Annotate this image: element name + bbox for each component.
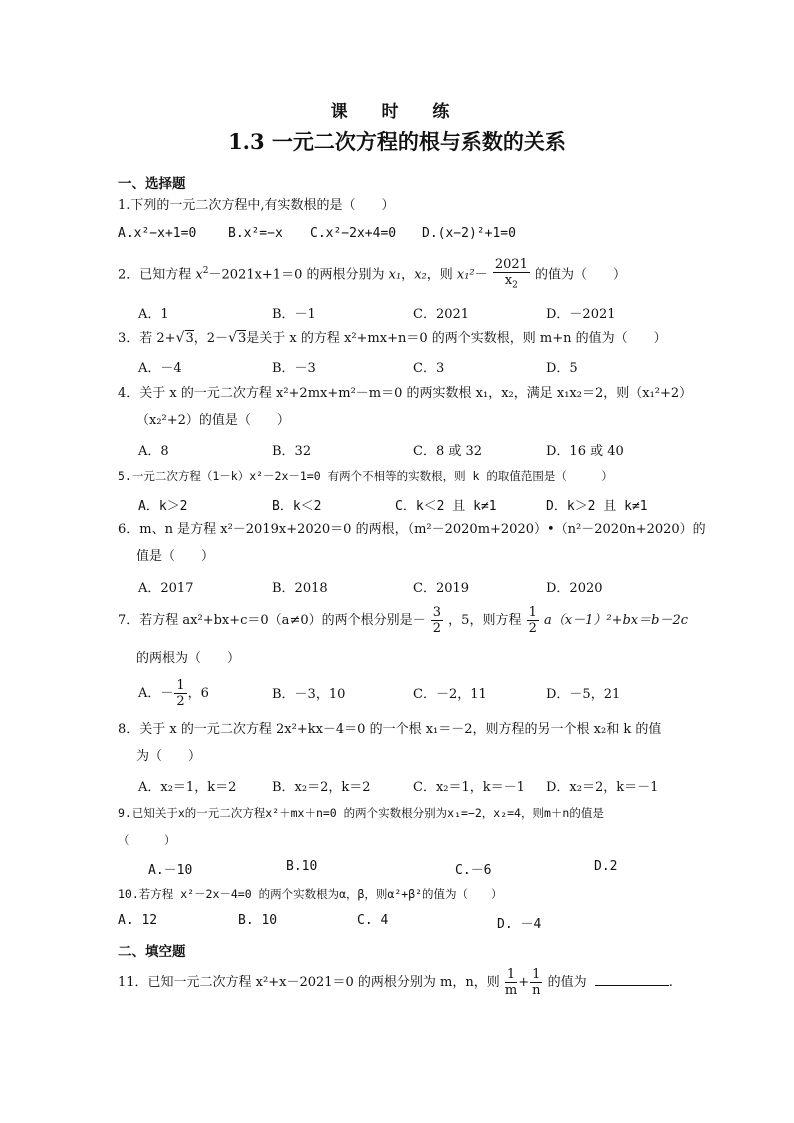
q2-prefix: 2．已知方程 xyxy=(118,267,192,283)
q6-option-c: C．2019 xyxy=(413,581,470,596)
question-11 xyxy=(118,967,673,999)
q6-option-b: B．2018 xyxy=(272,581,328,596)
q6-option-a: A．2017 xyxy=(138,581,194,596)
q9-option-d: D.2 xyxy=(594,859,618,874)
question-9-line-1: 9.已知关于x的一元二次方程x²＋mx＋n=0 的两个实数根分别为x₁=−2，x₂=4，则m＋n的值是 xyxy=(118,806,604,820)
q3-option-d: D．5 xyxy=(546,361,578,376)
q8-option-d: D．x₂＝2，k＝－1 xyxy=(546,780,659,795)
q2-x1sq: x₁² xyxy=(456,267,475,283)
q2-var-x: x xyxy=(195,267,203,283)
q1-option-a: A.x²−x+1=0 xyxy=(118,226,197,241)
q10-option-c: C. 4 xyxy=(357,913,389,928)
q3-option-a: A．－4 xyxy=(138,361,182,376)
q4-option-b: B．32 xyxy=(272,444,312,459)
question-10: 10.若方程 x²－2x－4=0 的两个实数根为α，β，则α²+β²的值为（ ） xyxy=(118,887,503,901)
q5-option-b: B．k＜2 xyxy=(272,499,322,514)
q3-mid: ，2－ xyxy=(193,331,229,346)
q11-end: . xyxy=(668,975,673,990)
q3-option-c: C．3 xyxy=(413,361,445,376)
q6-option-d: D．2020 xyxy=(546,581,603,596)
q7-option-d: D．－5，21 xyxy=(546,687,621,702)
q9-option-a: A.－10 xyxy=(148,863,193,878)
question-4-line-1: 4．关于 x 的一元二次方程 x²+2mx+m²－m＝0 的两实数根 x₁，x₂，满足 x₁x₂＝2，则（x₁²+2） xyxy=(118,386,693,401)
q2-suffix: 的值为（ ） xyxy=(535,267,627,283)
q11-answer-blank[interactable] xyxy=(595,973,669,986)
section-choice: 一、选择题 xyxy=(118,176,186,192)
question-1: 1.下列的一元二次方程中,有实数根的是（ ） xyxy=(118,198,395,213)
q11-fraction-1-n: $\frac{1}{n}$ xyxy=(532,967,541,998)
q8-option-c: C．x₂＝1，k＝－1 xyxy=(413,780,525,795)
q5-option-a: A．k＞2 xyxy=(138,499,188,514)
q7-option-b: B．－3，10 xyxy=(272,687,346,702)
q3-radicand-2: 3 xyxy=(237,331,247,346)
q8-option-a: A．x₂＝1，k＝2 xyxy=(138,780,237,795)
q3-suffix: 是关于 x 的方程 x²+mx+n＝0 的两个实数根，则 m+n 的值为（ ） xyxy=(246,331,667,346)
q7-option-a-fraction: $\frac{1}{2}$ xyxy=(176,678,185,709)
q8-option-b: B．x₂＝2，k＝2 xyxy=(272,780,371,795)
question-8-line-2: 为（ ） xyxy=(136,749,202,764)
q2-option-c: C．2021 xyxy=(413,307,470,322)
page-title: 课 时 练 xyxy=(330,102,464,122)
q11-fraction-1-m: $\frac{1}{m}$ xyxy=(504,967,518,998)
question-7-line-2: 的两根为（ ） xyxy=(136,651,241,666)
q2-option-b: B．－1 xyxy=(272,307,316,322)
question-2 xyxy=(118,253,626,293)
q3-prefix: 3．若 2+ xyxy=(118,331,176,346)
q11-suffix: 的值为 xyxy=(547,975,587,990)
q1-option-d: D.(x−2)²+1=0 xyxy=(422,226,516,241)
sqrt-icon: √ xyxy=(175,330,185,346)
q7-option-c: C．－2，11 xyxy=(413,687,487,702)
q2-mid2: ，则 xyxy=(426,267,453,283)
q2-minus: － xyxy=(474,267,488,283)
question-6-line-2: 值是（ ） xyxy=(136,549,215,564)
q2-frac-num: 2021 xyxy=(494,256,528,272)
q3-radicand-1: 3 xyxy=(185,331,194,346)
q7-fraction-1-2: $\frac{1}{2}$ xyxy=(528,605,537,636)
q5-option-d: D．k＞2 且 k≠1 xyxy=(546,499,648,514)
question-5: 5.一元二次方程（1－k）x²－2x－1=0 有两个不相等的实数根，则 k 的取值范围是（ ） xyxy=(118,469,613,483)
q9-option-c: C.－6 xyxy=(455,863,492,878)
q4-option-a: A．8 xyxy=(138,444,169,459)
question-4-line-2: （x₂²+2）的值是（ ） xyxy=(136,413,290,428)
q2-frac-den: $x_2$ xyxy=(504,272,518,291)
q7-fraction-3-2: $\frac{3}{2}$ xyxy=(432,605,442,636)
q4-option-c: C．8 或 32 xyxy=(413,444,483,459)
q10-option-b: B. 10 xyxy=(238,913,278,928)
q11-plus: + xyxy=(518,975,530,990)
q7-mid: ，5，则方程 xyxy=(448,613,522,628)
question-7-line-1 xyxy=(118,605,688,637)
q2-option-a: A．1 xyxy=(138,307,169,322)
q2-comma: ， xyxy=(401,267,415,283)
question-9-line-2: （ ） xyxy=(118,833,176,847)
q2-fraction xyxy=(493,257,530,294)
q7-option-a: A．－ $\frac{1}{2}$ ，6 xyxy=(138,678,209,709)
q2-x1: x₁ xyxy=(388,267,402,283)
q4-option-d: D．16 或 40 xyxy=(546,444,624,459)
q10-option-d: D. －4 xyxy=(497,917,542,932)
section-fill: 二、填空题 xyxy=(118,944,186,960)
q2-sup-2: 2 xyxy=(202,266,209,276)
question-6-line-1: 6．m、n 是方程 x²－2019x+2020＝0 的两根，（m²－2020m+2020）•（n²－2020n+2020）的 xyxy=(118,522,706,537)
page-subtitle: 1.3 一元二次方程的根与系数的关系 xyxy=(228,129,566,154)
q7-prefix: 7．若方程 ax²+bx+c＝0（a≠0）的两个根分别是－ xyxy=(118,613,426,628)
q10-option-a: A. 12 xyxy=(118,913,158,928)
q2-x2: x₂ xyxy=(414,267,427,283)
question-8-line-1: 8．关于 x 的一元二次方程 2x²+kx－4＝0 的一个根 x₁＝－2，则方程的另一个根 x₂和 k 的值 xyxy=(118,722,662,737)
q1-option-b: B.x²=−x xyxy=(228,226,283,241)
q2-mid1: －2021x+1＝0 的两根分别为 xyxy=(208,267,385,283)
q1-option-c: C.x²−2x+4=0 xyxy=(310,226,397,241)
q7-suffix: a（x－1）²+bx＝b－2c xyxy=(544,613,688,628)
question-3 xyxy=(118,329,667,348)
q5-option-c: C．k＜2 且 k≠1 xyxy=(395,499,497,514)
sqrt-icon: √ xyxy=(228,330,237,346)
q9-option-b: B.10 xyxy=(286,859,318,874)
q11-prefix: 11．已知一元二次方程 x²+x－2021＝0 的两根分别为 m，n，则 xyxy=(118,975,500,990)
q3-option-b: B．－3 xyxy=(272,361,316,376)
q2-option-d: D．－2021 xyxy=(546,307,616,322)
